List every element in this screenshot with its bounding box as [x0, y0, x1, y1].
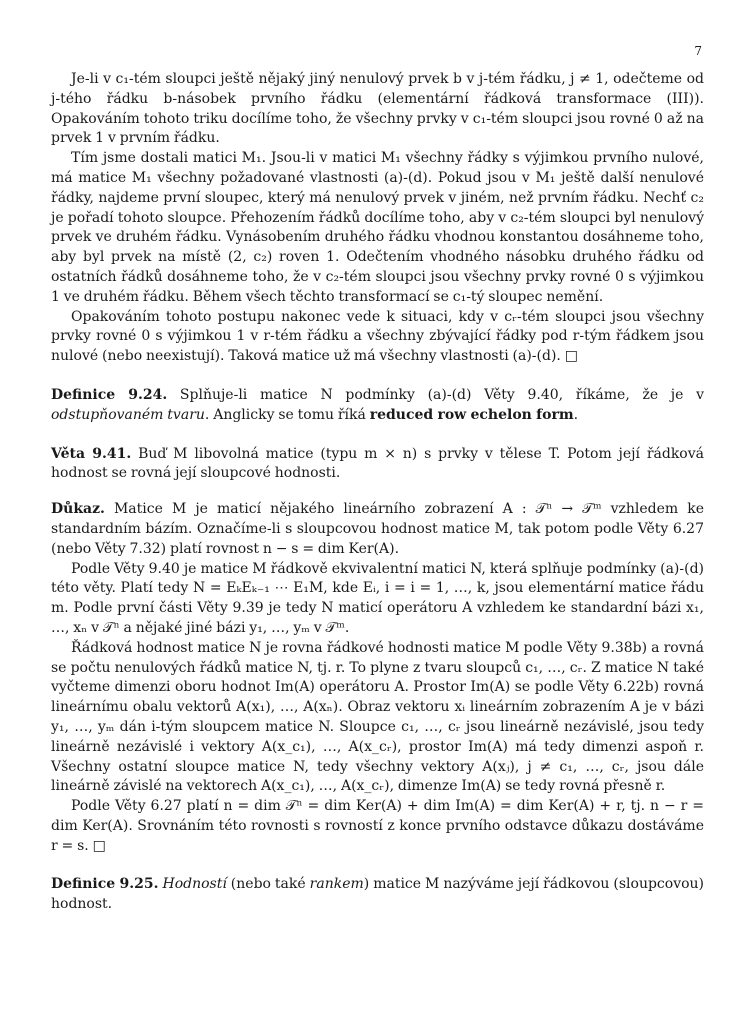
definition-9-25-term-1: Hodností	[158, 876, 227, 893]
paragraph-proof-continuation-2: Tím jsme dostali matici M₁. Jsou-li v matici M₁ všechny řádky s výjimkou prvního nulové, má matice M₁ všechny požadované vlastnosti (a)-(d). Pokud jsou v M₁ ještě další nenulové řádky, najdeme první sloupec, který má nenulový prvek v jiném, než prvním řádku. Nechť c₂ je pořadí tohoto sloupce. Přehozením řádků docílíme toho, aby v c₂-tém sloupci byl nenulový prvek ve druhém řádku. Vynásobením druhého řádku vhodnou konstantou dosáhneme toho, aby byl prvek na místě (2, c₂) roven 1. Odečtením vhodného násobku druhého řádku od ostatních řádků dosáhneme toho, že v c₂-tém sloupci jsou všechny prvky rovné 0 s výjimkou 1 ve druhém řádku. Během všech těchto transformací se c₁-tý sloupec nemění.	[51, 150, 704, 305]
definition-9-24-term: odstupňovaném tvaru	[51, 406, 205, 423]
definition-9-25-term-2: rankem	[309, 876, 364, 893]
definition-9-25	[51, 875, 704, 915]
proof-paragraph-1	[51, 500, 704, 559]
definition-9-24	[51, 386, 704, 426]
proof-paragraph-1-text: Matice M je maticí nějakého lineárního zobrazení A : 𝒯ⁿ → 𝒯ᵐ vzhledem ke standardním bázím. Označíme-li s sloupcovou hodnost matice M, tak potom podle Věty 6.27 (nebo Věty 7.32) platí rovnost n − s = dim Ker(A).	[51, 501, 704, 557]
page-number: 7	[694, 44, 702, 58]
definition-9-24-end: .	[573, 406, 579, 423]
definition-9-25-text-a: (nebo také	[226, 876, 310, 893]
paragraph-proof-continuation-3: Opakováním tohoto postupu nakonec vede k situaci, kdy v cᵣ-tém sloupci jsou všechny prvky rovné 0 s výjimkou 1 v r-tém řádku a všechny zbývající řádky pod r-tým řádkem jsou nulové (nebo neexistují). Taková matice už má všechny vlastnosti (a)-(d). □	[51, 308, 704, 365]
definition-9-25-text-b: ) matice M nazýváme její řádkovou (sloupcovou) hodnost.	[51, 876, 705, 913]
proof-paragraph-2: Podle Věty 9.40 je matice M řádkově ekvivalentní matici N, která splňuje podmínky (a)-(d) této věty. Platí tedy N = EₖEₖ₋₁ ⋯ E₁M, kde Eᵢ, i = i = 1, …, k, jsou elementární matice řádu m. Podle první části Věty 9.39 je tedy N maticí operátoru A vzhledem ke standardní bázi x₁, …, xₙ v 𝒯ⁿ a nějaké jiné bázi y₁, …, yₘ v 𝒯ᵐ.	[51, 560, 704, 636]
paragraph-proof-continuation-1: Je-li v c₁-tém sloupci ještě nějaký jiný nenulový prvek b v j-tém řádku, j ≠ 1, odečteme od j-tého řádku b-násobek prvního řádku (elementární řádková transformace (III)). Opakováním tohoto triku docílíme toho, že všechny prvky v c₁-tém sloupci jsou rovné 0 až na prvek 1 v prvním řádku.	[51, 71, 704, 147]
theorem-9-41	[51, 445, 704, 485]
definition-9-24-label: Definice 9.24.	[51, 386, 168, 403]
proof-label: Důkaz.	[51, 501, 105, 518]
definition-9-24-text-b: . Anglicky se tomu říká	[204, 406, 370, 423]
definition-9-25-label: Definice 9.25.	[51, 876, 159, 893]
definition-9-24-text-a: Splňuje-li matice N podmínky (a)-(d) Věty 9.40, říkáme, že je v	[167, 386, 704, 403]
theorem-9-41-label: Věta 9.41.	[51, 445, 132, 462]
proof-paragraph-3: Řádková hodnost matice N je rovna řádkové hodnosti matice M podle Věty 9.38b) a rovná se počtu nenulových řádků matice N, tj. r. To plyne z tvaru sloupců c₁, …, cᵣ. Z matice N také vyčteme dimenzi oboru hodnot Im(A) operátoru A. Prostor Im(A) se podle Věty 6.22b) rovná lineárnímu obalu vektorů A(x₁), …, A(xₙ). Obraz vektoru xᵢ lineárním zobrazením A je v bázi y₁, …, yₘ dán i-tým sloupcem matice N. Sloupce c₁, …, cᵣ jsou lineárně nezávislé, jsou tedy lineárně nezávislé i vektory A(x_c₁), …, A(x_cᵣ), prostor Im(A) má tedy dimenzi aspoň r. Všechny ostatní sloupce matice N, tedy všechny vektory A(xⱼ), j ≠ c₁, …, cᵣ, jsou dále lineárně závislé na vektorech A(x_c₁), …, A(x_cᵣ), dimenze Im(A) se tedy rovná přesně r.	[51, 639, 704, 795]
body-text	[51, 70, 704, 915]
theorem-9-41-text: Buď M libovolná matice (typu m × n) s prvky v tělese T. Potom její řádková hodnost se rovná její sloupcové hodnosti.	[51, 445, 704, 482]
definition-9-24-english-term: reduced row echelon form	[369, 406, 574, 423]
proof-paragraph-4: Podle Věty 6.27 platí n = dim 𝒯ⁿ = dim Ker(A) + dim Im(A) = dim Ker(A) + r, tj. n − r = dim Ker(A). Srovnáním této rovnosti s rovností z konce prvního odstavce důkazu dostáváme r = s. □	[51, 798, 704, 854]
